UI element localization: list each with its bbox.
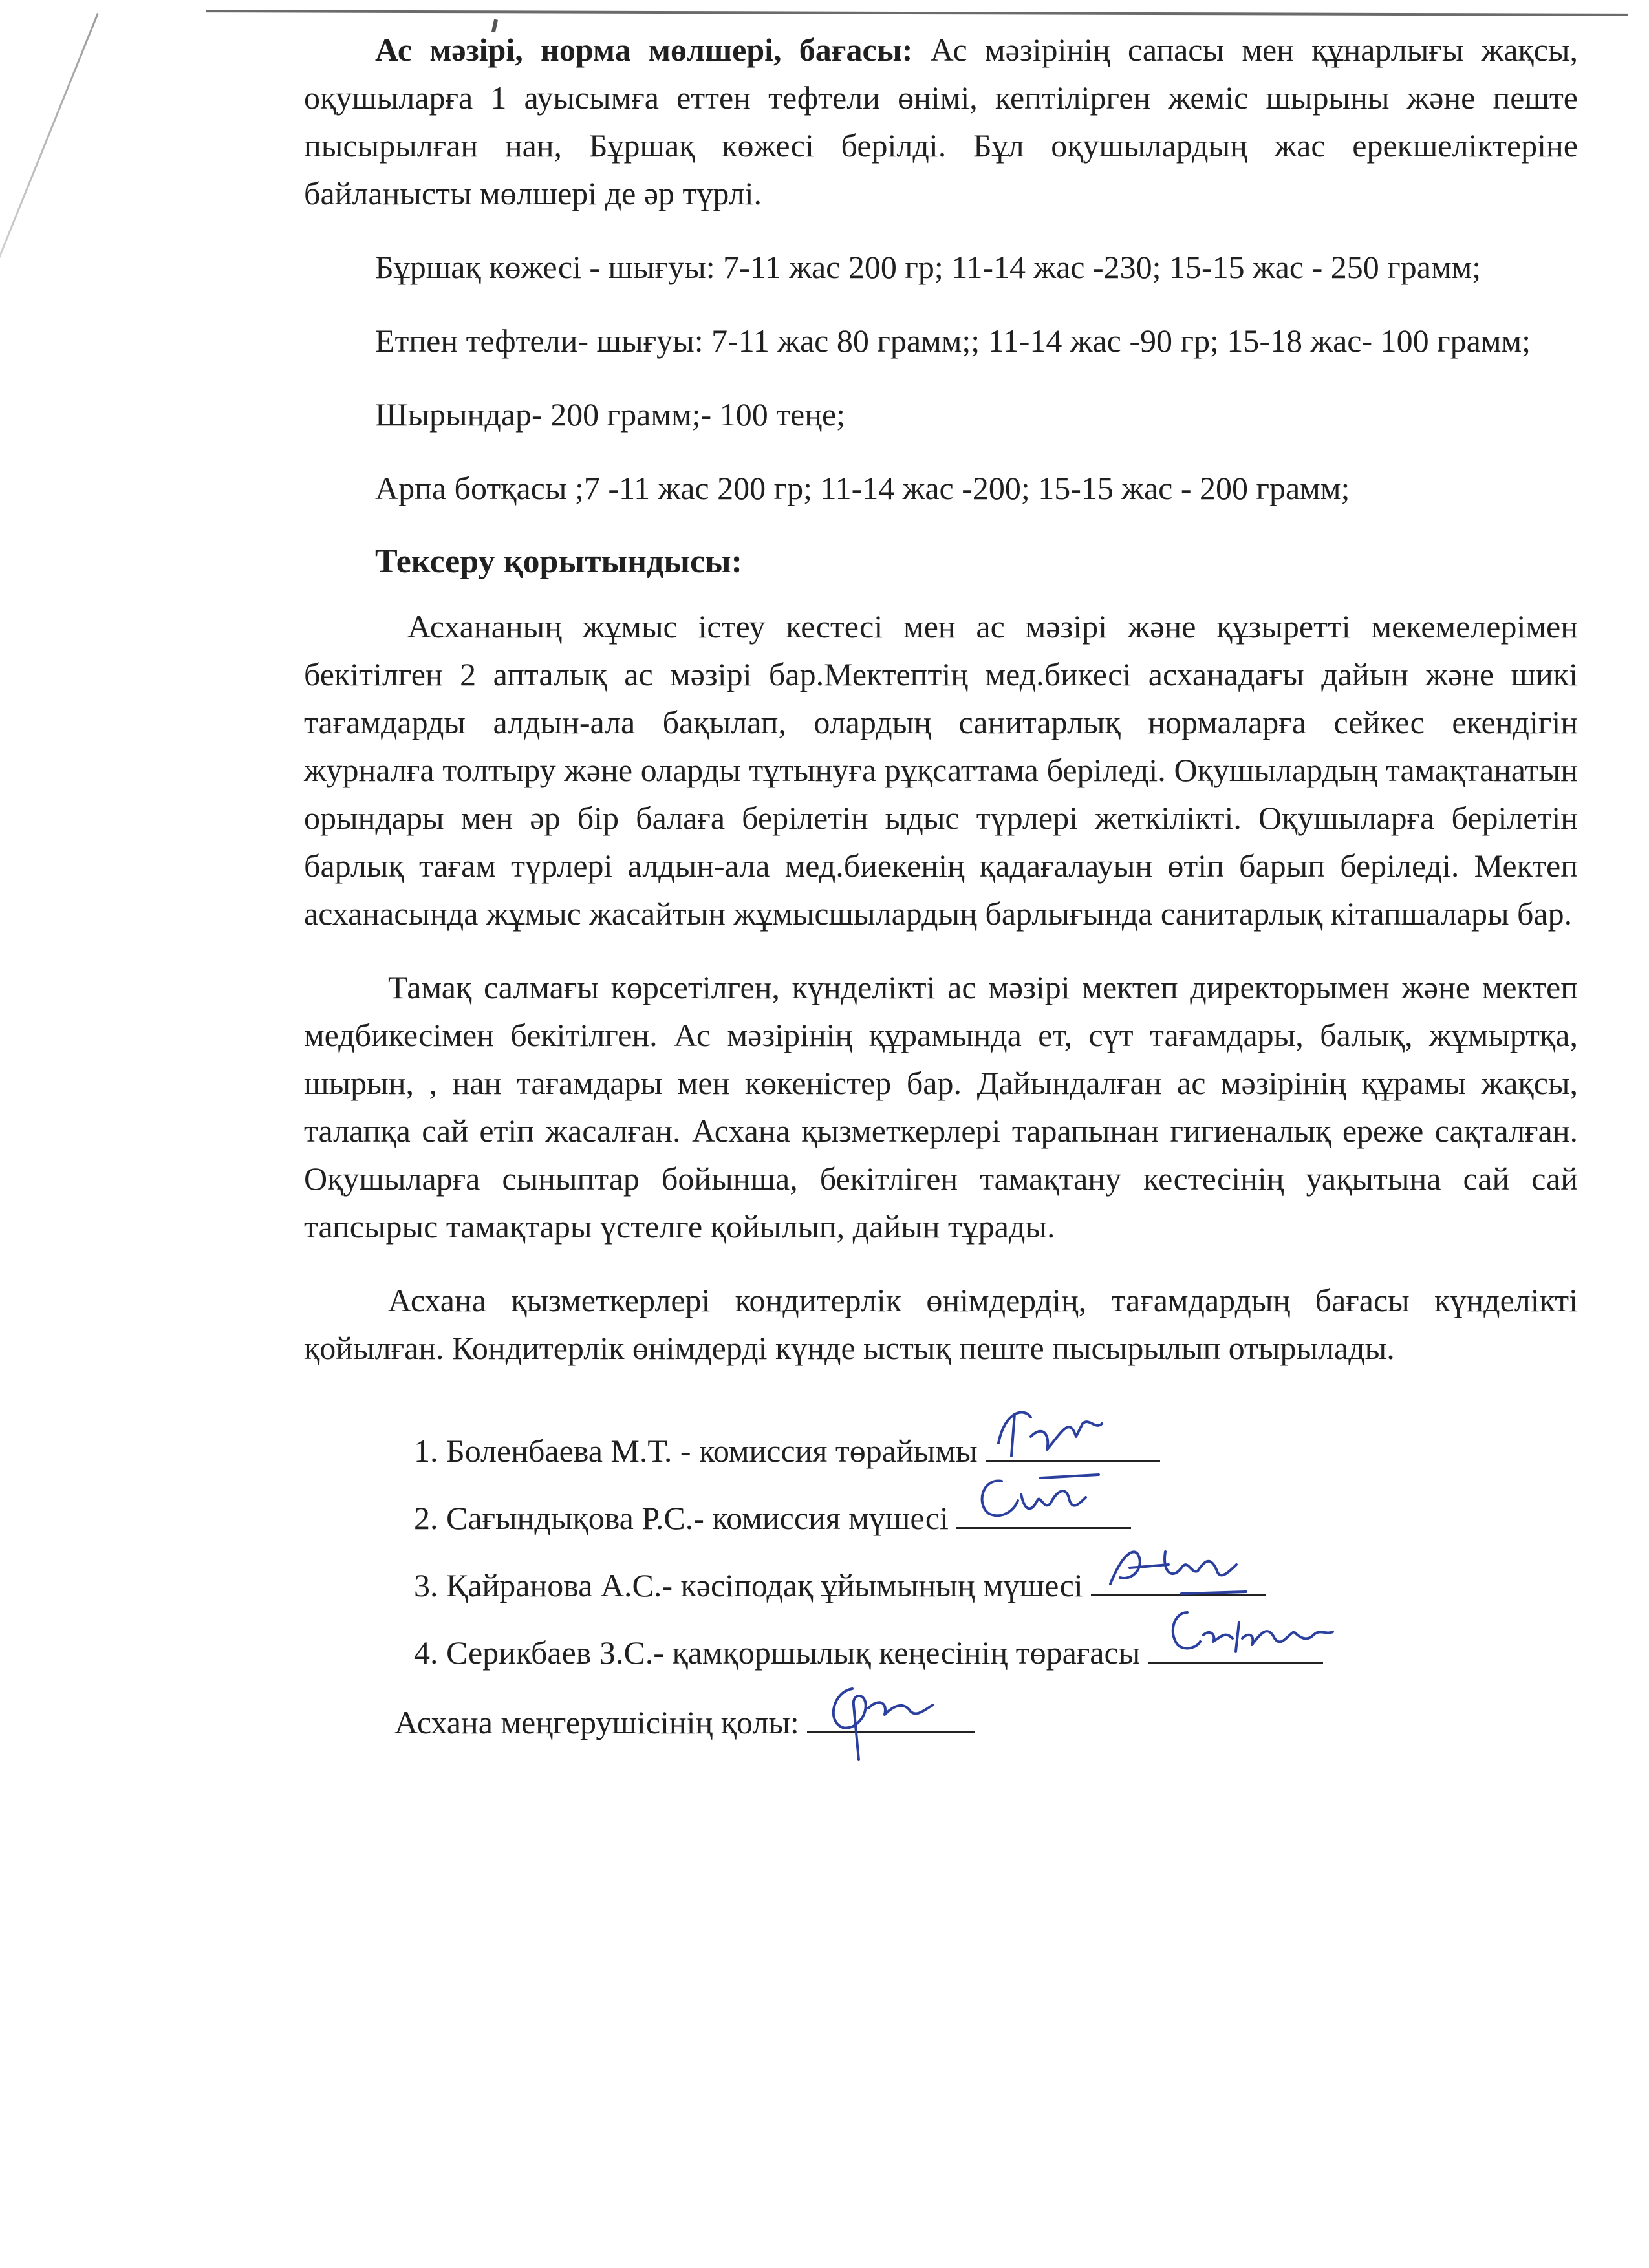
scan-top-edge	[206, 10, 1628, 16]
signatory-label: 4. Серикбаев З.С.- қамқоршылық кеңесінің төрағасы	[414, 1634, 1141, 1671]
results-heading: Тексеру қорытындысы:	[375, 543, 742, 580]
results-paragraph-3: Асхана қызметкерлері кондитерлік өнімдердің, тағамдардың бағасы күнделікті қойылған. Кондитерлік өнімдерді күнде ыстық пеште пысырылып отырылады.	[304, 1282, 1578, 1366]
signature-handwritten	[807, 1669, 962, 1766]
norm-line-meatballs: Етпен тефтели- шығуы: 7-11 жас 80 грамм;; 11-14 жас -90 гр; 15-18 жас- 100 грамм;	[375, 323, 1531, 359]
intro-paragraph	[304, 26, 1578, 217]
results-paragraph-1: Асхананың жұмыс істеу кестесі мен ас мәзірі және құзыретті мекемелерімен бекітілген 2 апталық ас мәзірі бар.Мектептің мед.бикесі асханадағы дайын және шикі тағамдарды алдын-ала бақылап, олардың санитарлық нормаларға сейкес екендігін журналға толтыру және оларды тұтынуға рұқсаттама беріледі. Оқушылардың тамақтанатын орындары мен әр бір балаға берілетін ыдыс түрлері жеткілікті. Оқушыларға берілетін барлық тағам түрлері алдын-ала мед.биекенің қадағалауын өтіп барып беріледі. Мектеп асханасында жұмыс жасайтын жұмысшылардың барлығында санитарлық кітапшалары бар.	[304, 608, 1578, 932]
results-paragraph-2: Тамақ салмағы көрсетілген, күнделікті ас мәзірі мектеп директорымен және мектеп медбикесімен бекітілген. Ас мәзірінің құрамында ет, сүт тағамдары, балық, жұмыртқа, шырын, , нан тағамдары мен көкеністер бар. Дайындалған ас мәзірінің құрамы жақсы, талапқа сай етіп жасалған. Асхана қызметкерлері тарапынан гигиеналық ереже сақталған. Оқушыларға сыныптар бойынша, бекітліген тамақтану кестесінің уақытына сай сай тапсырыс тамақтары үстелге қойылып, дайын тұрады.	[304, 969, 1578, 1245]
norm-line-porridge: Арпа ботқасы ;7 -11 жас 200 гр; 11-14 жас -200; 15-15 жас - 200 грамм;	[375, 470, 1350, 506]
norm-line-juices: Шырындар- 200 грамм;- 100 теңе;	[375, 396, 846, 433]
signature-handwritten	[956, 1465, 1118, 1536]
signature-list	[414, 1417, 1578, 1686]
norm-line-soup: Бұршақ көжесі - шығуы: 7-11 жас 200 гр; 11-14 жас -230; 15-15 жас - 250 грамм;	[375, 249, 1482, 285]
intro-text: Ас мәзірінің сапасы мен құнарлығы жақсы, оқушыларға 1 ауысымға еттен тефтели өнімі, кептілірген жеміс шырыны және пеште пысырылған нан, Бұршақ көжесі берілді. Бұл оқушылардың жас ерекшеліктеріне байланысты мөлшері де әр түрлі.	[304, 32, 1578, 211]
document-body	[304, 26, 1578, 1755]
intro-heading: Ас мәзірі, норма мөлшері, бағасы:	[375, 32, 913, 68]
chief-label: Асхана меңгерушісінің қолы:	[394, 1704, 799, 1740]
signature-line	[807, 1703, 975, 1733]
signatory-label: 2. Сағындықова Р.С.- комиссия мүшесі	[414, 1500, 949, 1536]
canteen-head-signature	[394, 1690, 1578, 1755]
signatory-label: 1. Боленбаева М.Т. - комиссия төрайымы	[414, 1433, 978, 1469]
signature-line	[1148, 1633, 1323, 1664]
signature-line	[986, 1431, 1160, 1462]
signature-row	[414, 1619, 1578, 1686]
signatory-label: 3. Қайранова А.С.- кәсіподақ ұйымының мүшесі	[414, 1567, 1083, 1603]
signature-handwritten	[1091, 1532, 1259, 1610]
signature-handwritten	[986, 1398, 1141, 1469]
signature-line	[1091, 1566, 1266, 1596]
scan-left-edge	[0, 13, 99, 469]
signature-handwritten	[1148, 1599, 1362, 1671]
signature-row	[414, 1484, 1578, 1552]
signature-row	[414, 1552, 1578, 1619]
signature-line	[956, 1499, 1131, 1529]
